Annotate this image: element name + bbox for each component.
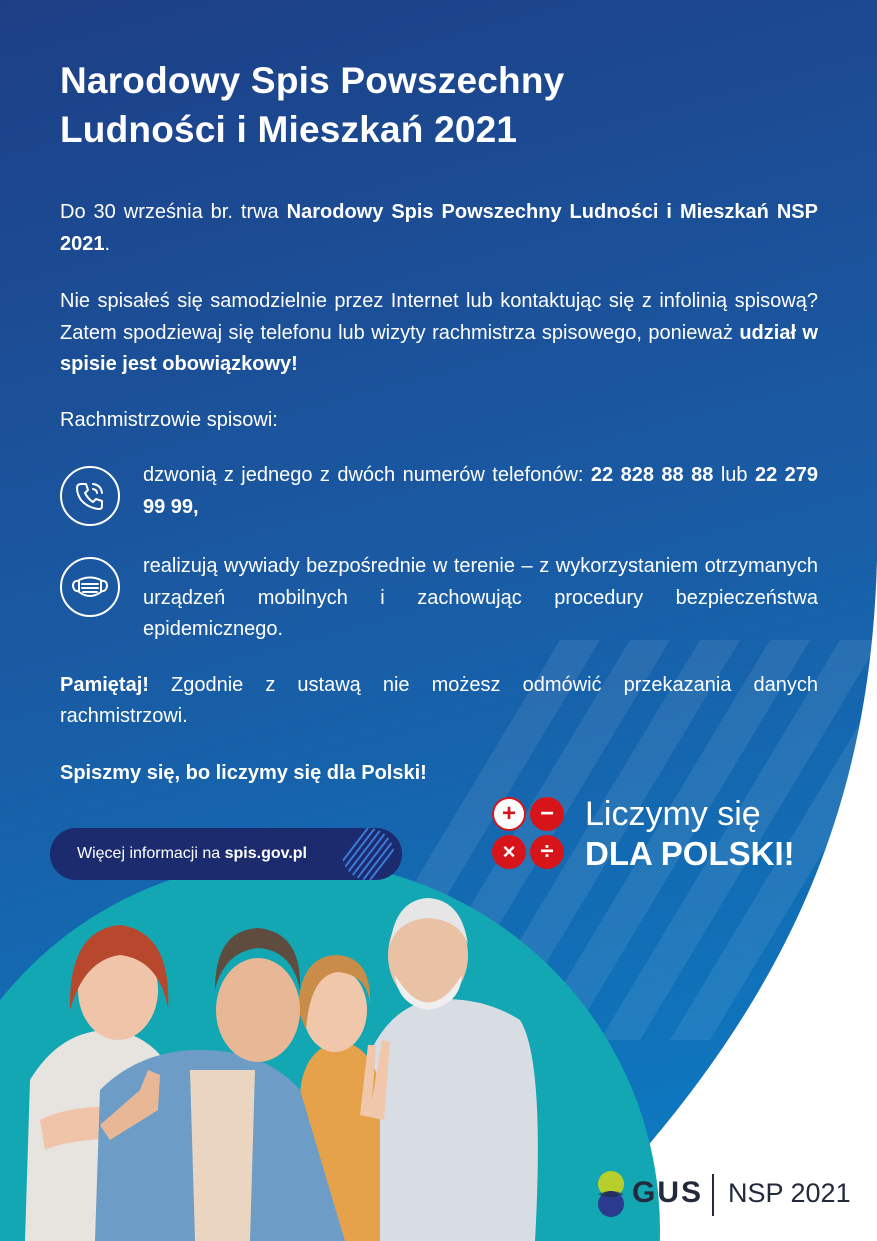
gus-nsp-logo bbox=[594, 1170, 854, 1220]
website-link[interactable]: spis.gov.pl bbox=[224, 845, 307, 862]
gus-logo-text: GUS bbox=[632, 1176, 704, 1209]
feature-phone bbox=[60, 460, 818, 526]
nsp-logo-text: NSP 2021 bbox=[728, 1178, 851, 1208]
slogan-badge bbox=[492, 794, 812, 874]
logo-divider bbox=[712, 1174, 714, 1216]
feature-phone-text: dzwonią z jednego z dwóch numerów telefonów: 22 828 88 88 lub 22 279 99 99, bbox=[143, 464, 819, 518]
call-to-action: Spiszmy się, bo liczymy się dla Polski! bbox=[60, 761, 427, 784]
notice-mandatory: udział w spisie jest obowiązkowy! bbox=[60, 321, 818, 375]
gus-logo-mark-icon bbox=[594, 1170, 628, 1218]
title-line-2: Ludności i Mieszkań 2021 bbox=[60, 109, 518, 150]
feature-mask-text: realizują wywiady bezpośrednie w terenie – z wykorzystaniem otrzymanych urządzeń mobilnych i zachowując procedury bezpieczeństwa epidemicznego. bbox=[143, 555, 818, 640]
notice-text: Nie spisałeś się samodzielnie przez Internet lub kontaktując się z infolinią spisową? Zatem spodziewaj się telefonu lub wizyty rachmistrza spisowego, ponieważ bbox=[60, 290, 818, 344]
phone-icon bbox=[60, 466, 120, 526]
feature-mask bbox=[60, 551, 818, 646]
intro-census-name: Narodowy Spis Powszechny Ludności i Mieszkań NSP 2021 bbox=[60, 201, 818, 255]
pill-stripes-decoration bbox=[342, 828, 402, 880]
page-title bbox=[60, 56, 818, 154]
reminder-paragraph bbox=[60, 670, 818, 733]
slogan-line-2: DLA POLSKI! bbox=[585, 835, 795, 872]
notice-paragraph bbox=[60, 286, 818, 381]
enumerators-heading: Rachmistrzowie spisowi: bbox=[60, 408, 278, 431]
title-line-1: Narodowy Spis Powszechny bbox=[60, 60, 565, 101]
times-icon: × bbox=[492, 835, 526, 869]
more-info-pill[interactable] bbox=[50, 828, 402, 880]
face-mask-icon bbox=[60, 557, 120, 617]
phone-number-1: 22 828 88 88 bbox=[590, 464, 714, 486]
intro-text: Do 30 września br. trwa bbox=[60, 201, 287, 223]
reminder-label: Pamiętaj! bbox=[60, 673, 149, 696]
slogan-line-1: Liczymy się bbox=[585, 795, 761, 833]
more-info-text: Więcej informacji na spis.gov.pl bbox=[77, 845, 307, 862]
minus-icon: − bbox=[530, 797, 564, 831]
divide-icon: ÷ bbox=[530, 835, 564, 869]
intro-end: . bbox=[104, 232, 111, 255]
reminder-text: Zgodnie z ustawą nie możesz odmówić przekazania danych rachmistrzowi. bbox=[60, 673, 818, 727]
plus-icon: + bbox=[492, 797, 526, 831]
phone-number-2: 22 279 99 99, bbox=[143, 464, 819, 518]
intro-paragraph bbox=[60, 197, 818, 260]
